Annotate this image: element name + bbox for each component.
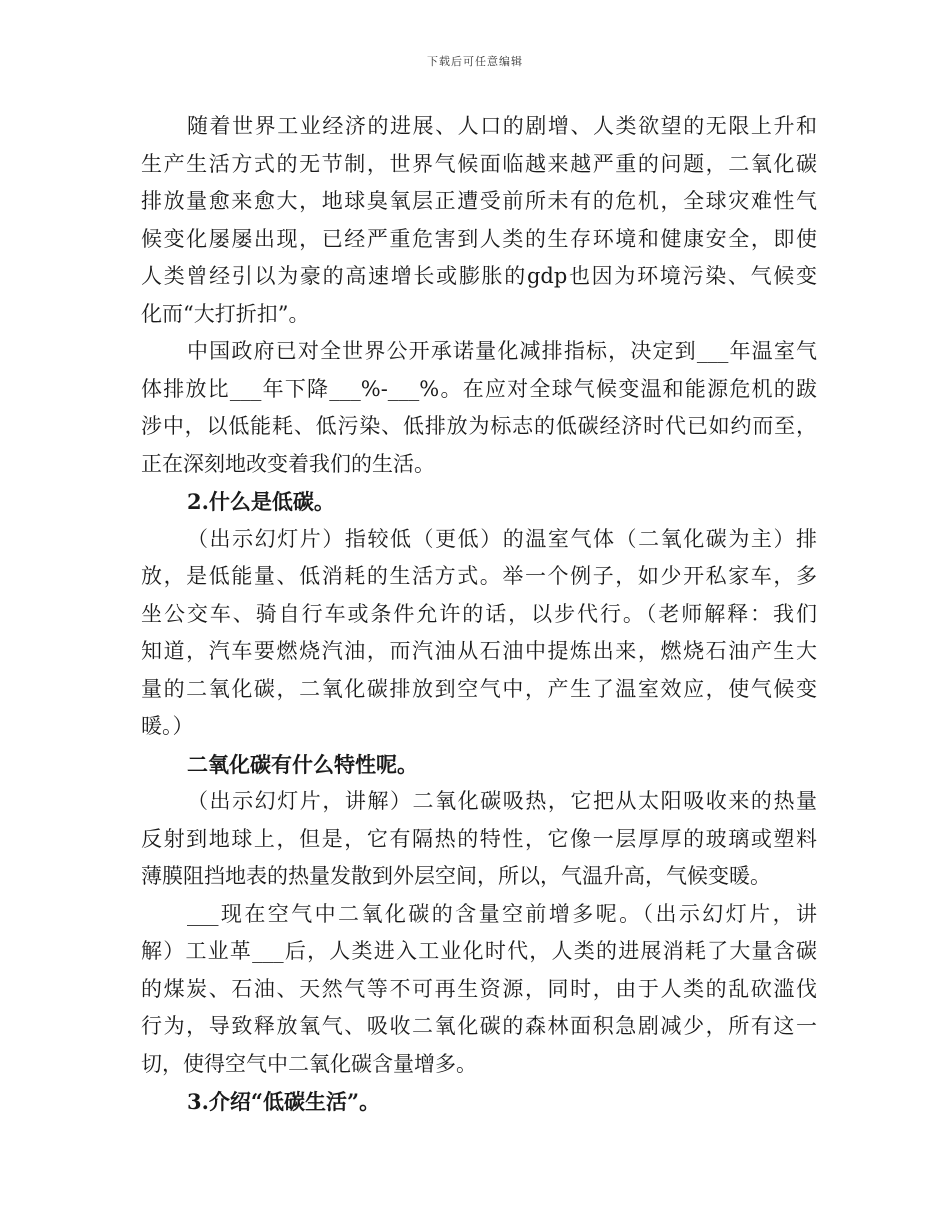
text-line: 正在深刻地改变着我们的生活。 — [141, 451, 435, 476]
text-line: 量的二氧化碳，二氧化碳排放到空气中，产生了温室效应，使气候变 — [141, 676, 817, 701]
paragraph — [141, 521, 817, 746]
text-line: ___现在空气中二氧化碳的含量空前增多呢。（出示幻灯片，讲 — [187, 901, 817, 926]
paragraph — [141, 896, 817, 1084]
section-heading — [141, 483, 817, 521]
text-line: 候变化屡屡出现，已经严重危害到人类的生存环境和健康安全，即使 — [141, 226, 817, 251]
text-line: 切，使得空气中二氧化碳含量增多。 — [141, 1051, 477, 1076]
text-line: 薄膜阻挡地表的热量发散到外层空间，所以，气温升高，气候变暖。 — [141, 864, 771, 888]
text-line: （出示幻灯片，讲解）二氧化碳吸热，它把从太阳吸收来的热量 — [187, 789, 817, 813]
text-line: 行为，导致释放氧气、吸收二氧化碳的森林面积急剧减少，所有这一 — [141, 1014, 817, 1038]
text-line: 知道，汽车要燃烧汽油，而汽油从石油中提炼出来，燃烧石油产生大 — [141, 639, 817, 663]
document-body — [141, 108, 817, 1121]
paragraph — [141, 783, 817, 896]
section-heading — [141, 1083, 817, 1121]
text-line: （出示幻灯片）指较低（更低）的温室气体（二氧化碳为主）排 — [187, 526, 817, 551]
text-line: 化而“大打折扣”。 — [141, 301, 310, 326]
text-line: 涉中，以低能耗、低污染、低排放为标志的低碳经济时代已如约而至， — [141, 414, 817, 438]
heading-text: 3.介绍“低碳生活”。 — [187, 1089, 381, 1114]
heading-text: 2.什么是低碳。 — [187, 489, 335, 514]
text-line: 体排放比___年下降___%-___%。在应对全球气候变温和能源危机的跋 — [141, 376, 817, 401]
page-header: 下载后可任意编辑 — [427, 55, 523, 68]
text-line: 排放量愈来愈大，地球臭氧层正遭受前所未有的危机，全球灾难性气 — [141, 189, 817, 213]
section-heading — [141, 746, 817, 784]
text-line: 人类曾经引以为豪的高速增长或膨胀的gdp也因为环境污染、气候变 — [141, 264, 817, 288]
heading-text: 二氧化碳有什么特性呢。 — [187, 751, 418, 777]
text-line: 暖。） — [141, 714, 194, 738]
paragraph — [141, 108, 817, 333]
text-line: 的煤炭、石油、天然气等不可再生资源，同时，由于人类的乱砍滥伐 — [141, 976, 817, 1001]
text-line: 坐公交车、骑自行车或条件允许的话，以步代行。（老师解释：我们 — [141, 601, 817, 626]
text-line: 解）工业革___后，人类进入工业化时代，人类的进展消耗了大量含碳 — [141, 939, 817, 963]
text-line: 放，是低能量、低消耗的生活方式。举一个例子，如少开私家车，多 — [141, 564, 817, 588]
text-line: 中国政府已对全世界公开承诺量化减排指标，决定到___年温室气 — [187, 339, 817, 363]
text-line: 随着世界工业经济的进展、人口的剧增、人类欲望的无限上升和 — [187, 114, 817, 138]
text-line: 反射到地球上，但是，它有隔热的特性，它像一层厚厚的玻璃或塑料 — [141, 826, 817, 851]
text-line: 生产生活方式的无节制，世界气候面临越来越严重的问题，二氧化碳 — [141, 151, 817, 176]
paragraph — [141, 333, 817, 483]
